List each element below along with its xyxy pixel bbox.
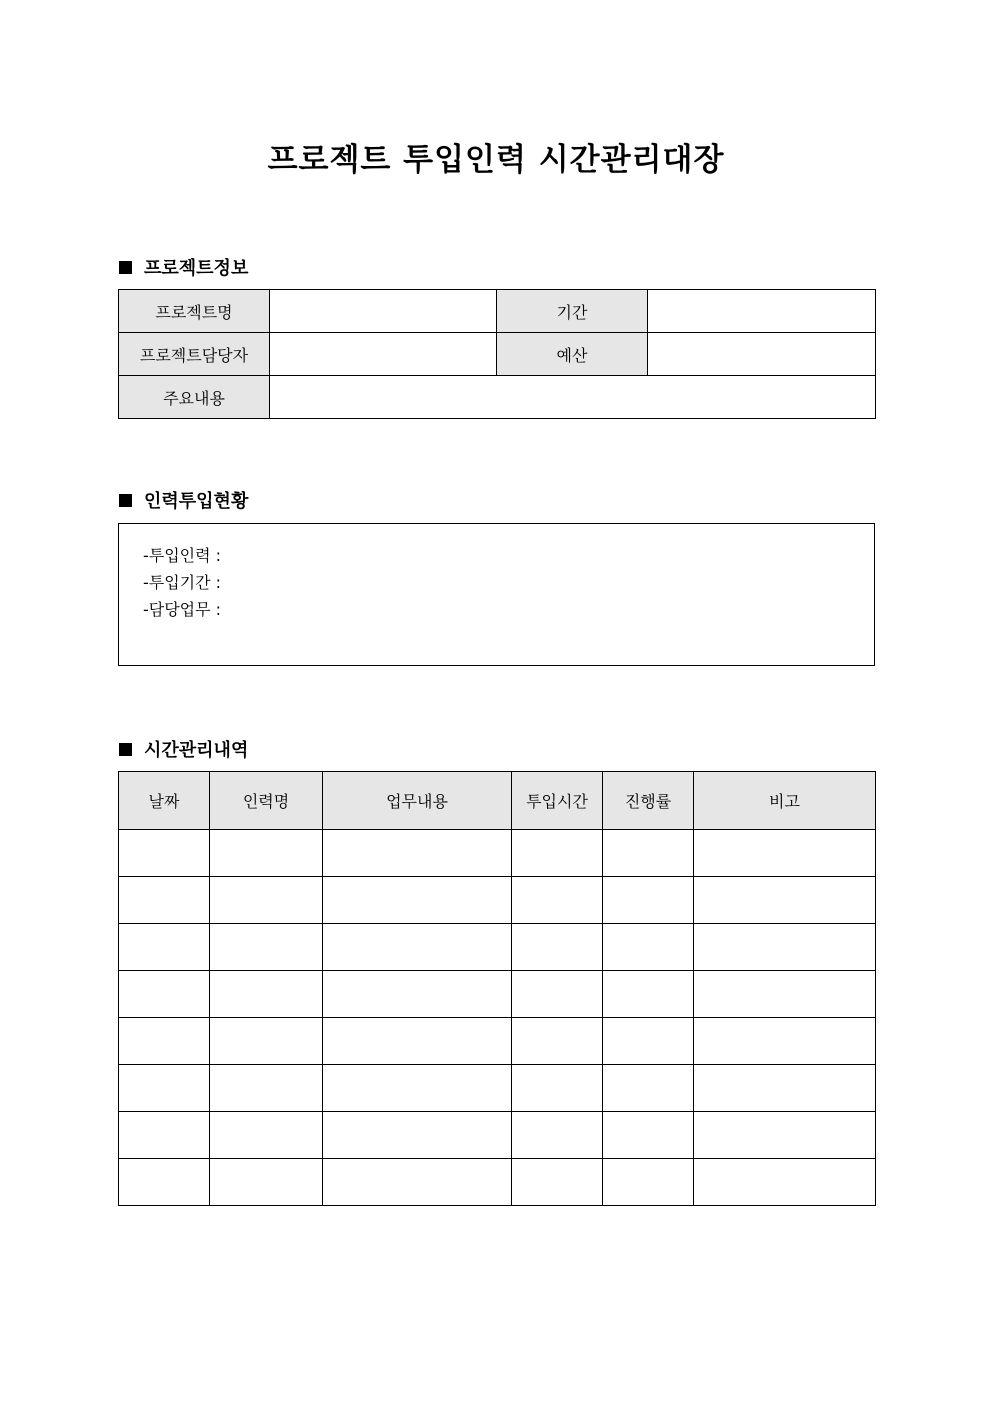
manager-field[interactable] [270, 333, 497, 376]
date-cell[interactable] [119, 877, 210, 924]
manager-label: 프로젝트담당자 [119, 333, 270, 376]
name-cell[interactable] [210, 1112, 323, 1159]
table-row [119, 1112, 876, 1159]
notes-cell[interactable] [694, 1112, 876, 1159]
name-cell[interactable] [210, 1159, 323, 1206]
column-header-date: 날짜 [119, 772, 210, 830]
name-cell[interactable] [210, 877, 323, 924]
hours-cell[interactable] [512, 1112, 603, 1159]
table-row [119, 1018, 876, 1065]
date-cell[interactable] [119, 924, 210, 971]
column-header-progress: 진행률 [603, 772, 694, 830]
square-bullet-icon [119, 743, 132, 756]
notes-cell[interactable] [694, 1065, 876, 1112]
progress-cell[interactable] [603, 1018, 694, 1065]
notes-cell[interactable] [694, 1159, 876, 1206]
table-row [119, 971, 876, 1018]
date-cell[interactable] [119, 1018, 210, 1065]
staffing-box[interactable] [118, 523, 875, 666]
name-cell[interactable] [210, 924, 323, 971]
page-title: 프로젝트 투입인력 시간관리대장 [267, 142, 725, 178]
time-log-table [118, 771, 876, 1206]
task-cell[interactable] [323, 1159, 512, 1206]
duty-line: -담당업무 : [143, 600, 222, 619]
project-name-label: 프로젝트명 [119, 290, 270, 333]
notes-cell[interactable] [694, 830, 876, 877]
task-cell[interactable] [323, 1112, 512, 1159]
hours-cell[interactable] [512, 877, 603, 924]
notes-cell[interactable] [694, 924, 876, 971]
hours-cell[interactable] [512, 1018, 603, 1065]
progress-cell[interactable] [603, 1159, 694, 1206]
progress-cell[interactable] [603, 830, 694, 877]
column-header-name: 인력명 [210, 772, 323, 830]
column-header-task: 업무내용 [323, 772, 512, 830]
notes-cell[interactable] [694, 971, 876, 1018]
task-cell[interactable] [323, 830, 512, 877]
table-header-row [119, 772, 876, 830]
staff-line: -투입인력 : [143, 546, 222, 565]
project-info-table [118, 289, 876, 419]
hours-cell[interactable] [512, 1065, 603, 1112]
date-cell[interactable] [119, 1065, 210, 1112]
task-cell[interactable] [323, 924, 512, 971]
notes-cell[interactable] [694, 877, 876, 924]
task-cell[interactable] [323, 1018, 512, 1065]
progress-cell[interactable] [603, 1112, 694, 1159]
notes-cell[interactable] [694, 1018, 876, 1065]
period-line: -투입기간 : [143, 573, 222, 592]
project-name-field[interactable] [270, 290, 497, 333]
staffing-lines [143, 542, 221, 623]
column-header-notes: 비고 [694, 772, 876, 830]
table-row [119, 924, 876, 971]
hours-cell[interactable] [512, 830, 603, 877]
section-title: 시간관리내역 [144, 740, 249, 761]
name-cell[interactable] [210, 971, 323, 1018]
summary-label: 주요내용 [119, 376, 270, 419]
task-cell[interactable] [323, 971, 512, 1018]
section-title: 프로젝트정보 [144, 258, 249, 279]
date-cell[interactable] [119, 1112, 210, 1159]
square-bullet-icon [119, 261, 132, 274]
table-row [119, 830, 876, 877]
task-cell[interactable] [323, 1065, 512, 1112]
square-bullet-icon [119, 494, 132, 507]
date-cell[interactable] [119, 830, 210, 877]
section-heading-project-info [119, 254, 248, 280]
column-header-hours: 투입시간 [512, 772, 603, 830]
period-label: 기간 [497, 290, 648, 333]
progress-cell[interactable] [603, 924, 694, 971]
name-cell[interactable] [210, 830, 323, 877]
progress-cell[interactable] [603, 877, 694, 924]
hours-cell[interactable] [512, 971, 603, 1018]
date-cell[interactable] [119, 1159, 210, 1206]
summary-field[interactable] [270, 376, 876, 419]
section-heading-staffing [119, 487, 248, 513]
section-heading-time-log [119, 736, 248, 762]
hours-cell[interactable] [512, 924, 603, 971]
hours-cell[interactable] [512, 1159, 603, 1206]
progress-cell[interactable] [603, 971, 694, 1018]
budget-field[interactable] [648, 333, 876, 376]
name-cell[interactable] [210, 1018, 323, 1065]
period-field[interactable] [648, 290, 876, 333]
table-row [119, 877, 876, 924]
table-row [119, 1159, 876, 1206]
task-cell[interactable] [323, 877, 512, 924]
name-cell[interactable] [210, 1065, 323, 1112]
progress-cell[interactable] [603, 1065, 694, 1112]
section-title: 인력투입현황 [144, 491, 249, 512]
table-row [119, 1065, 876, 1112]
date-cell[interactable] [119, 971, 210, 1018]
budget-label: 예산 [497, 333, 648, 376]
